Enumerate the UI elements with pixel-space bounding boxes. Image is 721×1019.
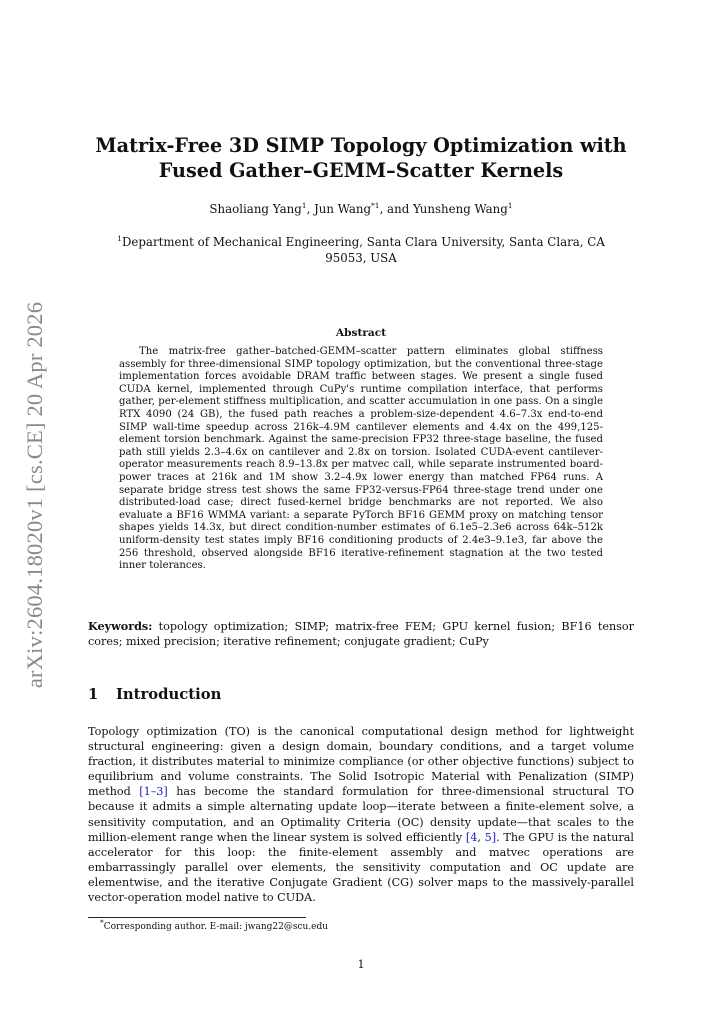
affiliation-line-2: 95053, USA	[325, 251, 397, 265]
footnote-mark: *	[100, 918, 104, 927]
keywords	[88, 619, 634, 650]
abstract-heading: Abstract	[335, 327, 387, 339]
intro-paragraph	[88, 724, 634, 905]
author-name: Shaoliang Yang	[209, 202, 302, 216]
section-number: 1	[88, 686, 99, 703]
author-affiliation-mark: 1	[301, 201, 307, 211]
arxiv-sidebar-stamp	[14, 295, 56, 695]
page-number: 1	[357, 958, 365, 971]
footnote-text: Corresponding author. E-mail: jwang22@scu.edu	[103, 922, 329, 932]
section-title: Introduction	[116, 686, 222, 703]
author-affiliation-mark: *1	[371, 201, 380, 211]
author-name: Jun Wang	[314, 202, 372, 216]
footnote-rule	[88, 917, 306, 918]
section-heading	[88, 686, 221, 703]
citation-separator: ,	[477, 830, 485, 844]
intro-text-3: . The GPU is the natural accelerator for this loop: the finite-element assembly and matvec operations are embarrassingly parallel over elements, the sensitivity computation and OC update are elementwise, and the iterative Conjugate Gradient (CG) solver maps to the massively-parallel vector-operation model native to CUDA.	[88, 830, 634, 905]
intro-text-1: Topology optimization (TO) is the canonical computational design method for lightweight structural engineering: given a design domain, boundary conditions, and a target volume fraction, it distributes material to minimize compliance (or other objective functions) subject to equilibrium and volume constraints. The Solid Isotropic Material with Penalization (SIMP) method	[88, 725, 634, 799]
author-affiliation-mark: 1	[507, 201, 513, 211]
affiliation-line-1	[88, 234, 634, 250]
citation-link[interactable]: [4	[465, 830, 478, 844]
title-line-2: Fused Gather–GEMM–Scatter Kernels	[158, 159, 564, 182]
citation-link[interactable]: 5]	[484, 830, 497, 844]
abstract-text: The matrix-free gather–batched-GEMM–scatter pattern eliminates global stiffness assembly for three-dimensional SIMP topology optimization, but the conventional three-stage implementation forces avoidable DRAM traffic between stages. We present a single fused CUDA kernel, implemented through CuPy's runtime compilation interface, that performs gather, per-element stiffness multiplication, and scatter accumulation in one pass. On a single RTX 4090 (24 GB), the fused path reaches a problem-size-dependent 4.6–7.3x end-to-end SIMP wall-time speedup across 216k–4.9M cantilever elements and 4.4x on the 499,125-element torsion benchmark. Against the same-precision FP32 three-stage baseline, the fused path still yields 2.3–4.6x on cantilever and 2.8x on torsion. Isolated CUDA-event cantilever-operator measurements reach 8.9–13.8x per matvec call, while separate instrumented board-power traces at 216k and 1M show 3.2–4.9x lower energy than matched FP64 runs. A separate bridge stress test shows the same FP32-versus-FP64 three-stage trend under one distributed-load case; direct fused-kernel bridge benchmarks are not reported. We also evaluate a BF16 WMMA variant: a separate PyTorch BF16 GEMM proxy on matching tensor shapes yields 14.3x, but direct condition-number estimates of 6.1e5–2.3e6 across 64k–512k uniform-density test states imply BF16 conditioning products of 2.4e3–9.1e3, far above the 256 threshold, observed alongside BF16 iterative-refinement stagnation at the two tested inner tolerances.	[119, 346, 603, 572]
keywords-text: topology optimization; SIMP; matrix-free FEM; GPU kernel fusion; BF16 tensor cores; mixed precision; iterative refinement; conjugate gradient; CuPy	[88, 620, 634, 648]
author-separator: , and	[379, 202, 413, 216]
keywords-label: Keywords:	[88, 619, 153, 633]
affiliation-text: Department of Mechanical Engineering, Santa Clara University, Santa Clara, CA	[121, 235, 605, 249]
paper-title	[88, 133, 634, 183]
author-name: Yunsheng Wang	[413, 202, 508, 216]
citation-link[interactable]: [1–3]	[139, 785, 168, 799]
author-list	[88, 202, 634, 216]
author-separator: ,	[306, 202, 315, 216]
affiliation	[88, 234, 634, 266]
footnote	[100, 918, 329, 932]
title-line-1: Matrix-Free 3D SIMP Topology Optimization with	[95, 134, 627, 157]
affiliation-mark: 1	[117, 234, 122, 244]
arxiv-identifier[interactable]: arXiv:2604.18020v1 [cs.CE] 20 Apr 2026	[22, 301, 47, 689]
intro-text-2: has become the standard formulation for three-dimensional structural TO because it admits a simple alternating update loop—iterate between a finite-element solve, a sensitivity computation, and an Optimality Criteria (OC) density update—that scales to the million-element range when the linear system is solved efficiently	[88, 785, 634, 844]
